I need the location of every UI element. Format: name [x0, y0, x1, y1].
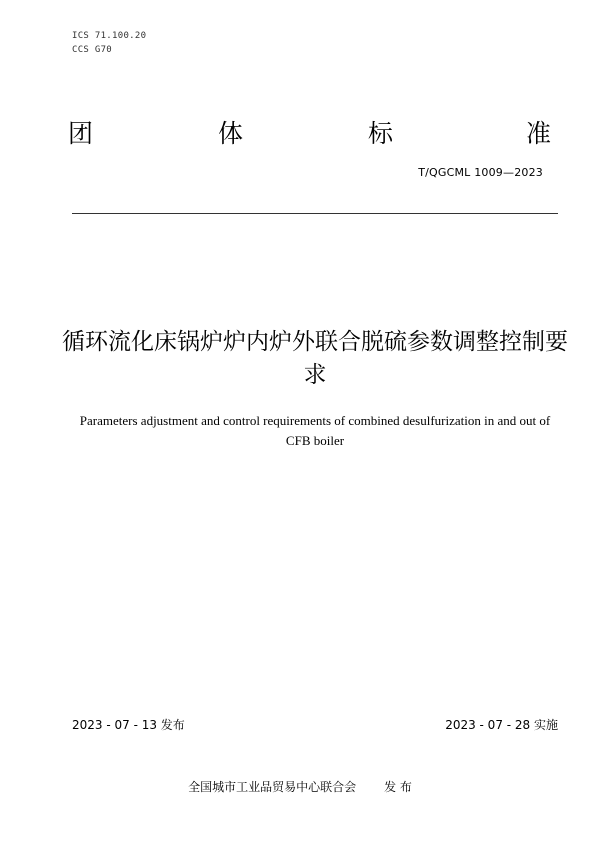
standard-type-char-3: 标 — [368, 119, 394, 148]
title-english: Parameters adjustment and control requirements of combined desulfurization in and out of CFB boiler — [79, 413, 551, 448]
ccs-code: CCS G70 — [72, 45, 113, 55]
issue-label: 发 布 — [384, 780, 412, 794]
issuer-name: 全国城市工业品贸易中心联合会 — [188, 780, 357, 794]
standard-number: T/QGCML 1009—2023 — [418, 166, 543, 179]
ics-code: ICS 71.100.20 — [72, 31, 147, 41]
standard-type-char-2: 体 — [218, 119, 244, 148]
header-divider — [72, 213, 558, 214]
implement-date: 2023 - 07 - 28 实施 — [445, 718, 558, 732]
title-chinese: 循环流化床锅炉炉内炉外联合脱硫参数调整控制要求 — [62, 329, 568, 388]
issuer-line — [0, 778, 600, 795]
standard-type-char-4: 准 — [526, 119, 552, 148]
standard-type-char-1: 团 — [68, 119, 94, 148]
publish-date: 2023 - 07 - 13 发布 — [72, 718, 185, 732]
